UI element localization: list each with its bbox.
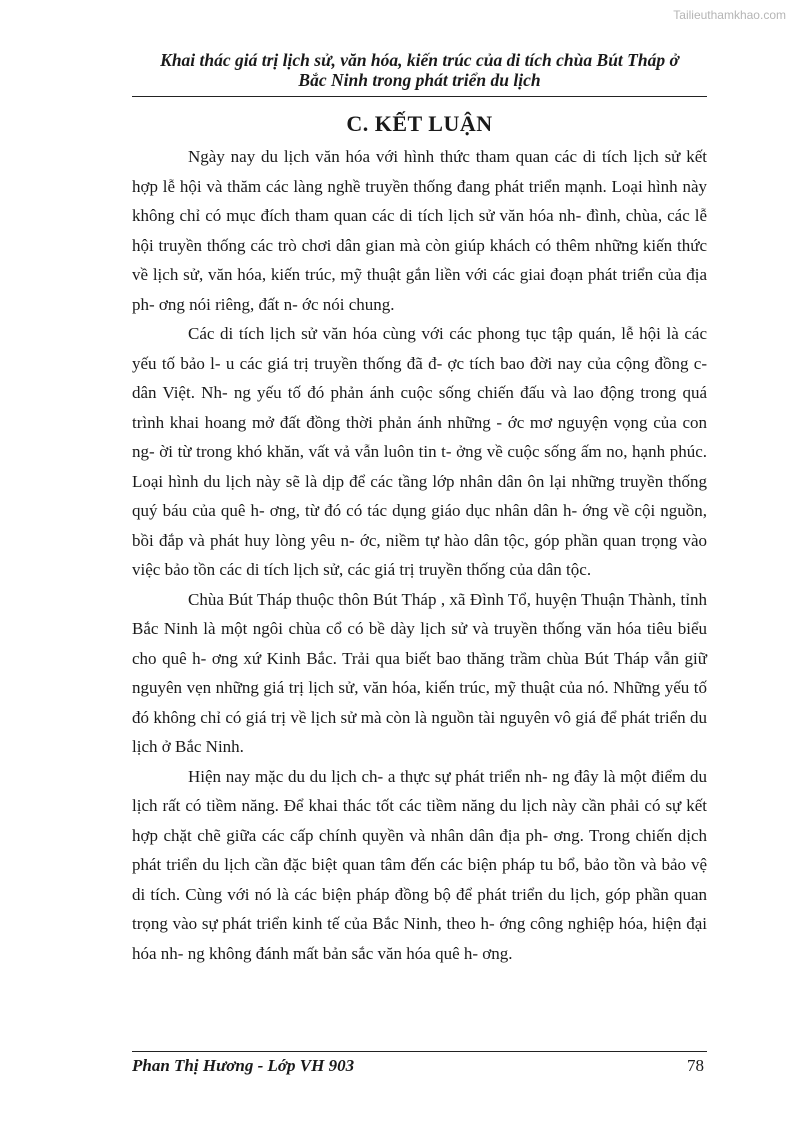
body-text xyxy=(132,142,707,968)
header-line-2: Bắc Ninh trong phát triển du lịch xyxy=(298,70,541,90)
header-line-1: Khai thác giá trị lịch sử, văn hóa, kiến trúc của di tích chùa Bút Tháp ở xyxy=(160,50,679,70)
paragraph: Các di tích lịch sử văn hóa cùng với các phong tục tập quán, lễ hội là các yếu tố bảo l- u các giá trị truyền thống đã đ- ợc tích bao đời nay của cộng đồng c- dân Việt. Nh- ng yếu tố đó phản ánh cuộc sống chiến đấu và lao động trong quá trình khai hoang mở đất đồng thời phản ánh những - ớc mơ nguyện vọng của con ng- ời từ trong khó khăn, vất vả vẫn luôn tin t- ởng về cuộc sống ấm no, hạnh phúc. Loại hình du lịch này sẽ là dịp để các tầng lớp nhân dân ôn lại những truyền thống quý báu của quê h- ơng, từ đó có tác dụng giáo dục nhân dân h- ớng về cội nguồn, bồi đắp và phát huy lòng yêu n- ớc, niềm tự hào dân tộc, góp phần quan trọng vào việc bảo tồn các di tích lịch sử, các giá trị truyền thống của dân tộc. xyxy=(132,324,707,579)
section-title: C. KẾT LUẬN xyxy=(346,111,493,136)
paragraph: Chùa Bút Tháp thuộc thôn Bút Tháp , xã Đình Tổ, huyện Thuận Thành, tỉnh Bắc Ninh là một ngôi chùa cổ có bề dày lịch sử và truyền thống văn hóa tiêu biểu cho quê h- ơng xứ Kinh Bắc. Trải qua biết bao thăng trầm chùa Bút Tháp vẫn giữ nguyên vẹn những giá trị lịch sử, văn hóa, kiến trúc, mỹ thuật của nó. Những yếu tố đó không chỉ có giá trị về lịch sử mà còn là nguồn tài nguyên vô giá để phát triển du lịch ở Bắc Ninh. xyxy=(132,589,707,756)
paragraph: Ngày nay du lịch văn hóa với hình thức tham quan các di tích lịch sử kết hợp lễ hội và thăm các làng nghề truyền thống đang phát triển mạnh. Loại hình này không chỉ có mục đích tham quan các di tích lịch sử văn hóa nh- đình, chùa, các lễ hội truyền thống các trò chơi dân gian mà còn giúp khách có thêm những kiến thức về lịch sử, văn hóa, kiến trúc, mỹ thuật gắn liền với các giai đoạn phát triển của địa ph- ơng nói riêng, đất n- ớc nói chung. xyxy=(132,147,707,314)
page-number: 78 xyxy=(687,1056,704,1075)
running-header xyxy=(132,50,707,90)
paragraph: Hiện nay mặc du du lịch ch- a thực sự phát triển nh- ng đây là một điểm du lịch rất có tiềm năng. Để khai thác tốt các tiềm năng du lịch này cần phải có sự kết hợp chặt chẽ giữa các cấp chính quyền và nhân dân địa ph- ơng. Trong chiến dịch phát triển du lịch cần đặc biệt quan tâm đến các biện pháp tu bổ, bảo tồn và bảo vệ di tích. Cùng với nó là các biện pháp đồng bộ để phát triển du lịch, góp phần quan trọng vào sự phát triển kinh tế của Bắc Ninh, theo h- ớng công nghiệp hóa, hiện đại hóa nh- ng không đánh mất bản sắc văn hóa quê h- ơng. xyxy=(132,766,707,963)
watermark-text: Tailieuthamkhao.com xyxy=(673,8,786,22)
header-divider xyxy=(132,96,707,97)
footer-author: Phan Thị Hương - Lớp VH 903 xyxy=(132,1056,355,1075)
footer-divider xyxy=(132,1051,707,1052)
